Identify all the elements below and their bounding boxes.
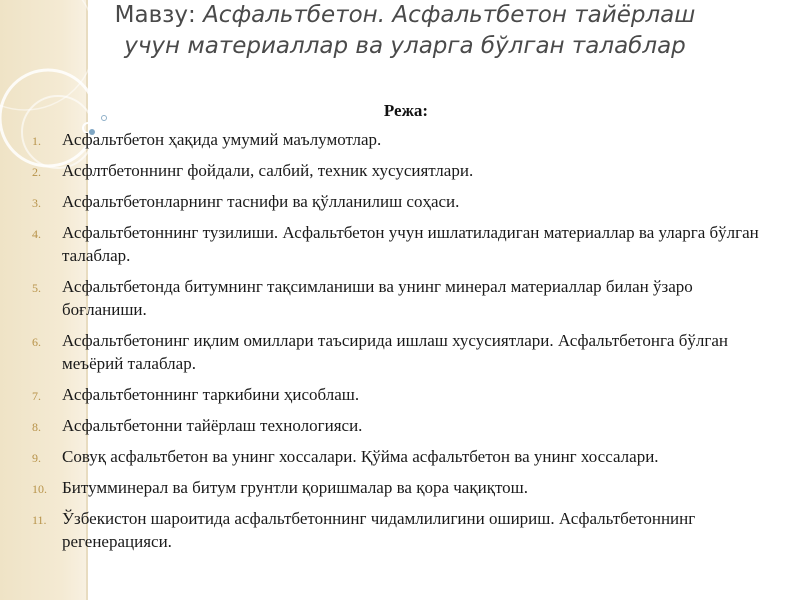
item-text: Асфальтбетонни тайёрлаш технологияси.	[62, 416, 363, 435]
list-item	[28, 275, 778, 321]
item-text: Асфальтбетонинг иқлим омиллари таъсирида ишлаш хусусиятлари. Асфальтбетонга бўлган меъёрий талаблар.	[62, 331, 728, 373]
item-number: 2.	[32, 165, 41, 179]
item-number: 9.	[32, 451, 41, 465]
item-number: 3.	[32, 196, 41, 210]
slide-title	[110, 0, 700, 62]
plan-list	[28, 128, 778, 561]
item-number: 10.	[32, 482, 47, 496]
title-prefix: Мавзу:	[114, 2, 204, 28]
list-item	[28, 190, 778, 213]
item-text: Совуқ асфальтбетон ва унинг хоссалари. Қўйма асфальтбетон ва унинг хоссалари.	[62, 447, 659, 466]
item-number: 5.	[32, 281, 41, 295]
item-text: Асфальтбетон ҳақида умумий маълумотлар.	[62, 130, 382, 149]
item-number: 7.	[32, 389, 41, 403]
list-item	[28, 445, 778, 468]
list-item	[28, 476, 778, 499]
list-item	[28, 329, 778, 375]
list-item	[28, 507, 778, 553]
list-item	[28, 221, 778, 267]
list-item	[28, 383, 778, 406]
plan-heading: Режа:	[383, 101, 429, 120]
item-number: 4.	[32, 227, 41, 241]
list-item	[28, 128, 778, 151]
item-text: Асфальтбетонда битумнинг тақсимланиши ва унинг минерал материаллар билан ўзаро боғланиши.	[62, 277, 693, 319]
item-number: 8.	[32, 420, 41, 434]
item-text: Асфальтбетоннинг тузилиши. Асфальтбетон учун ишлатиладиган материаллар ва уларга бўлган талаблар.	[62, 223, 759, 265]
item-number: 1.	[32, 134, 41, 148]
title-topic: Асфальтбетон. Асфальтбетон тайёрлаш учун материаллар ва уларга бўлган талаблар	[124, 2, 696, 59]
item-number: 11.	[32, 513, 47, 527]
item-text: Асфальтбетоннинг таркибини ҳисоблаш.	[62, 385, 360, 404]
list-item	[28, 414, 778, 437]
item-text: Ўзбекистон шароитида асфальтбетоннинг чидамлилигини ошириш. Асфальтбетоннинг регенерацияси.	[62, 509, 696, 551]
item-text: Асфлтбетоннинг фойдали, салбий, техник хусусиятлари.	[62, 161, 474, 180]
item-text: Битумминерал ва битум грунтли қоришмалар ва қора чақиқтош.	[62, 478, 529, 497]
list-item	[28, 159, 778, 182]
item-text: Асфальтбетонларнинг таснифи ва қўлланилиш соҳаси.	[62, 192, 460, 211]
item-number: 6.	[32, 335, 41, 349]
